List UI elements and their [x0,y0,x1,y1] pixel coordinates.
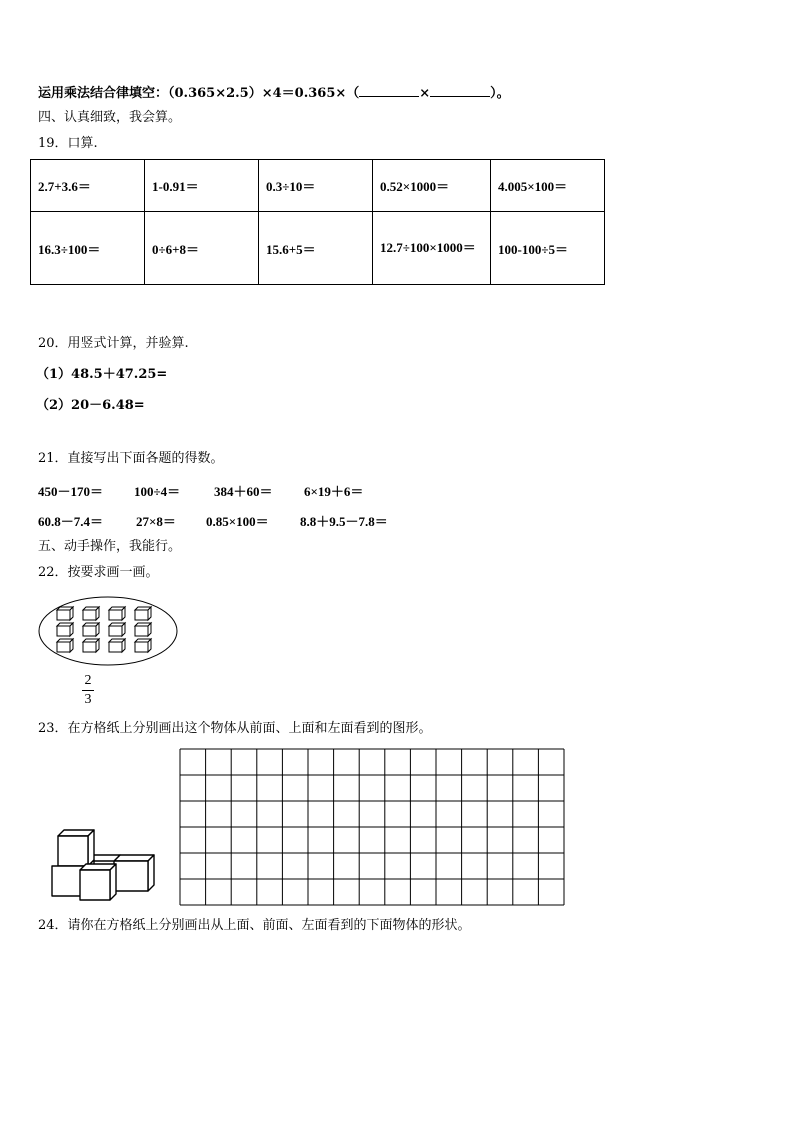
q21-expr: 60.8－7.4＝ [38,514,104,529]
fraction-two-thirds [82,673,94,708]
small-cube [57,639,73,652]
table-cell: 0.3÷10＝ [259,160,373,212]
table-cell: 2.7+3.6＝ [31,160,145,212]
small-cube [57,623,73,636]
q21-expr: 384＋60＝ [214,484,273,499]
q20-title: 20．用竖式计算，并验算. [38,336,189,351]
times-sign: × [419,86,431,101]
table-cell: 15.6+5＝ [259,212,373,285]
section5-heading: 五、动手操作，我能行。 [38,539,182,554]
small-cube [109,623,125,636]
table-row [31,160,605,212]
answer-blank-1[interactable] [359,83,419,97]
table-cell: 16.3÷100＝ [31,212,145,285]
oral-calc-table [30,159,605,285]
small-cube [135,639,151,652]
stacked-cubes-figure [48,828,158,903]
small-cube [83,607,99,620]
small-cube [83,639,99,652]
q20-item-2: （2）20－6.48= [36,398,145,413]
intro-suffix: ）。 [490,86,510,101]
grid-paper[interactable] [179,748,565,906]
answer-blank-2[interactable] [430,83,490,97]
q21-expr: 6×19＋6＝ [304,484,364,499]
small-cube [135,607,151,620]
associative-law-question [38,83,510,103]
cube-group-oval-figure [38,595,180,667]
fraction-numerator: 2 [84,673,92,688]
q20-item-1: （1）48.5＋47.25= [36,367,168,382]
q22-title: 22．按要求画一画。 [38,565,159,580]
table-cell: 0.52×1000＝ [373,160,491,212]
table-cell: 1-0.91＝ [145,160,259,212]
q21-expr: 450－170＝ [38,484,104,499]
fraction-denominator: 3 [84,692,92,707]
q21-expr: 0.85×100＝ [206,514,269,529]
table-cell: 12.7÷100×1000＝ [373,212,491,285]
small-cube [83,623,99,636]
q21-expr: 8.8＋9.5－7.8＝ [300,514,388,529]
table-cell: 100-100÷5＝ [491,212,605,285]
q21-title: 21．直接写出下面各题的得数。 [38,451,224,466]
q23-title: 23．在方格纸上分别画出这个物体从前面、上面和左面看到的图形。 [38,721,432,736]
table-cell: 0÷6+8＝ [145,212,259,285]
q19-title: 19．口算. [38,136,98,151]
small-cube [57,607,73,620]
small-cube [109,639,125,652]
section4-heading: 四、认真细致，我会算。 [38,110,182,125]
q21-expr: 27×8＝ [136,514,176,529]
table-cell: 4.005×100＝ [491,160,605,212]
small-cube [109,607,125,620]
small-cube [135,623,151,636]
fraction-bar [82,690,94,691]
q24-title: 24．请你在方格纸上分别画出从上面、前面、左面看到的下面物体的形状。 [38,918,471,933]
q21-expr: 100÷4＝ [134,484,181,499]
table-row [31,212,605,285]
intro-prefix: 运用乘法结合律填空：（0.365×2.5）×4＝0.365×（ [38,86,360,101]
